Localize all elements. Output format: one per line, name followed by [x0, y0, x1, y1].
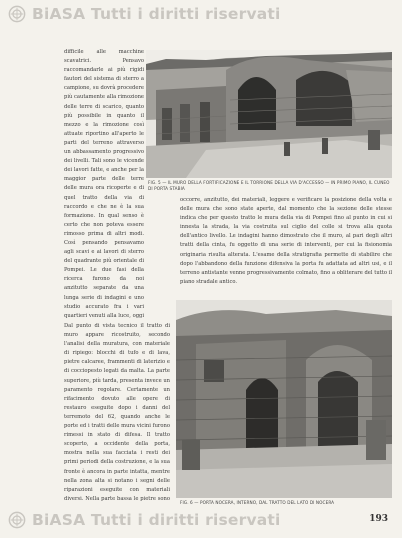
caption-top: FIG. 5 — IL MURO DELLA FORTIFICAZIONE E IL TORRIONE DELLA VIA D'ACCESSO — IN PRIMO PIANO, IL CUNEO DI PORTA STABIA: [148, 180, 390, 191]
watermark-text: BiASA Tutti i diritti riservati: [32, 5, 281, 23]
paragraph: Dal punto di vista tecnico il tratto di muro appare ricostruito, secondo l'analisi della muratura, con materiale di ripiego: blocchi di tufo e di lava, pietre calcaree, frammenti di laterizio e di cocciopesto legati da malta. La parte superiore, più tarda, presenta invece un paramento regolare. Certamente un rifacimento dovuto alle opere di restauro eseguite dopo i danni del terremoto del 62, quando anche le porte ed i tratti delle mura vicini furono rimessi in stato di difesa. Il tratto scoperto, a occidente della porta, mostra nella sua facciata i resti dei primi periodi della costruzione, e la sua fronte è ancora in parte intatta, mentre nella zona alta si notano i segni delle riparazioni eseguite con materiali diversi. Nella parte bassa le pietre sono: [64, 323, 170, 502]
page-number: 193: [369, 514, 388, 524]
caption-bottom: FIG. 6 — PORTA NOCERA, INTERNO, DAL TRATTO DEL LATO DI NOCERA: [180, 500, 335, 505]
watermark-top: [8, 2, 398, 26]
paragraph: occorre, anzitutto, dei materiali, leggere e verificare la posizione della volta e delle mura che sono state aperte, dal momento che la sezione delle stesse indica che per questo tratto le mura della via di Pompei fino al punto in cui si innesta la strada, la via costruita sul ciglio del colle si trova alla quota dell'antico livello. Le indagini hanno dimostrato che il muro, al pari degli altri tratti della cinta, fu oggetto di una serie di interventi, per cui la fisionomia originaria risulta alterata. L'esame della stratigrafia permette di stabilire che dopo l'abbandono della funzione difensiva la porta fu adattata ad altri usi, e il terreno antistante venne progressivamente colmato, fino a obliterare del tutto il piano stradale antico.: [180, 197, 392, 285]
photo-city-wall: [146, 50, 392, 178]
photo-porta-nocera: [176, 300, 392, 498]
left-column-bottom-text: [64, 322, 170, 502]
biasa-seal-icon: [8, 5, 26, 23]
right-column-top-text: [180, 196, 392, 298]
left-column-top-text: [64, 48, 144, 322]
paragraph: difficile alle macchine scavatrici. Pensavo raccomandarle ai più rigidi fautori del sistema di sterro a campione, su dovrà procedere più cautamente alla rimozione delle terre di scarico, quanto più possibile in quanto il mezzo e la rimozione così attuate riportino all'aperto le parti del terreno attraverso un abbassamento progressivo dei livelli. Tali sono le vicende dei lavori fatte, e anche per la maggior parte delle terre delle mura ora ricoperte e di quel tratto della via di raccordo e che ne è la sua formazione. In qual senso è certo che non poteva essere rimosso prima di altri modi. Così pensando pensavamo agli scavi e ai lavori di sterro del quadrante più orientale di Pompei. Le due fasi della ricerca furono da noi anzitutto separate da una lunga serie di indagini e uno studio accurato fra i vari quartieri venuti alla luce, oggi: [64, 49, 144, 319]
watermark-text: BiASA Tutti i diritti riservati: [32, 511, 281, 529]
watermark-bottom: [8, 508, 398, 532]
biasa-seal-icon: [8, 511, 26, 529]
